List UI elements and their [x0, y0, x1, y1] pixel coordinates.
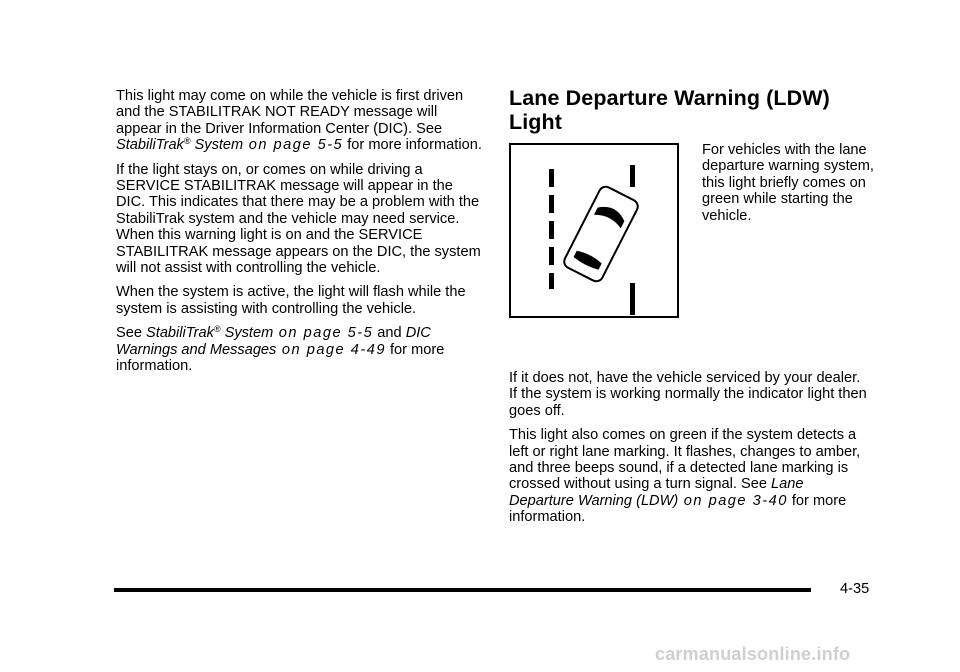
dic-warnings-link[interactable]: DIC Warnings and Messages on page 4-49: [116, 325, 431, 358]
page-reference: on page 3-40: [678, 492, 788, 509]
right-column: [509, 86, 874, 534]
stabilitrak-not-ready-paragraph: This light may come on while the vehicle is first driven and the STABILITRAK NOT READY message will appear in the Driver Information Center (DIC). See StabiliTrak® System on page 5-5 for more information.: [116, 88, 482, 154]
section-heading: Lane Departure Warning (LDW) Light: [509, 86, 830, 134]
footer-rule: [114, 588, 811, 592]
lane-departure-warning-icon: [509, 143, 679, 318]
lane-marking-paragraph: This light also comes on green if the system detects a left or right lane marking. It flashes, changes to amber, and three beeps sound, if a detected lane marking is crossed without using a turn signal. See Lane Departure Warning (LDW) on page 3-40 for more information.: [509, 427, 861, 526]
ldw-link[interactable]: Lane Departure Warning (LDW) on page 3-40: [509, 476, 804, 509]
stabilitrak-system-link[interactable]: StabiliTrak® System on page 5-5: [146, 324, 374, 342]
not-on-paragraph: If it does not, have the vehicle serviced by your dealer. If the system is working normally the indicator light then goes off.: [509, 370, 867, 419]
registered-mark: ®: [183, 136, 191, 147]
watermark[interactable]: carmanualsonline.info: [655, 644, 851, 664]
page-reference: on page 5-5: [243, 137, 344, 154]
registered-mark: ®: [213, 324, 221, 335]
system-active-paragraph: When the system is active, the light will flash while the system is assisting with controlling the vehicle.: [116, 284, 466, 317]
paragraph-text: This light may come on while the vehicle is first driven and the STABILITRAK NOT READY message will appear in the Driver Information Center (DIC). See: [116, 88, 464, 137]
page-reference: on page 5-5: [273, 325, 374, 342]
page-reference: on page 4-49: [276, 341, 386, 358]
page-number: 4-35: [840, 581, 870, 597]
stabilitrak-link[interactable]: StabiliTrak® System on page 5-5: [116, 136, 344, 154]
left-column: [116, 88, 484, 383]
service-stabilitrak-paragraph: If the light stays on, or comes on while driving a SERVICE STABILITRAK message will appear in the DIC. This indicates that there may be a problem with the StabiliTrak system and the vehicle may need service. When this warning light is on and the SERVICE STABILITRAK message appears on the DIC, the system will not assist with controlling the vehicle.: [116, 161, 481, 277]
see-also-paragraph: See StabiliTrak® System on page 5-5 and DIC Warnings and Messages on page 4-49 for more information.: [116, 324, 445, 375]
icon-row: [509, 142, 874, 329]
icon-caption: For vehicles with the lane departure warning system, this light briefly comes on green while starting the vehicle.: [702, 142, 874, 224]
ldw-symbol: [511, 145, 677, 316]
